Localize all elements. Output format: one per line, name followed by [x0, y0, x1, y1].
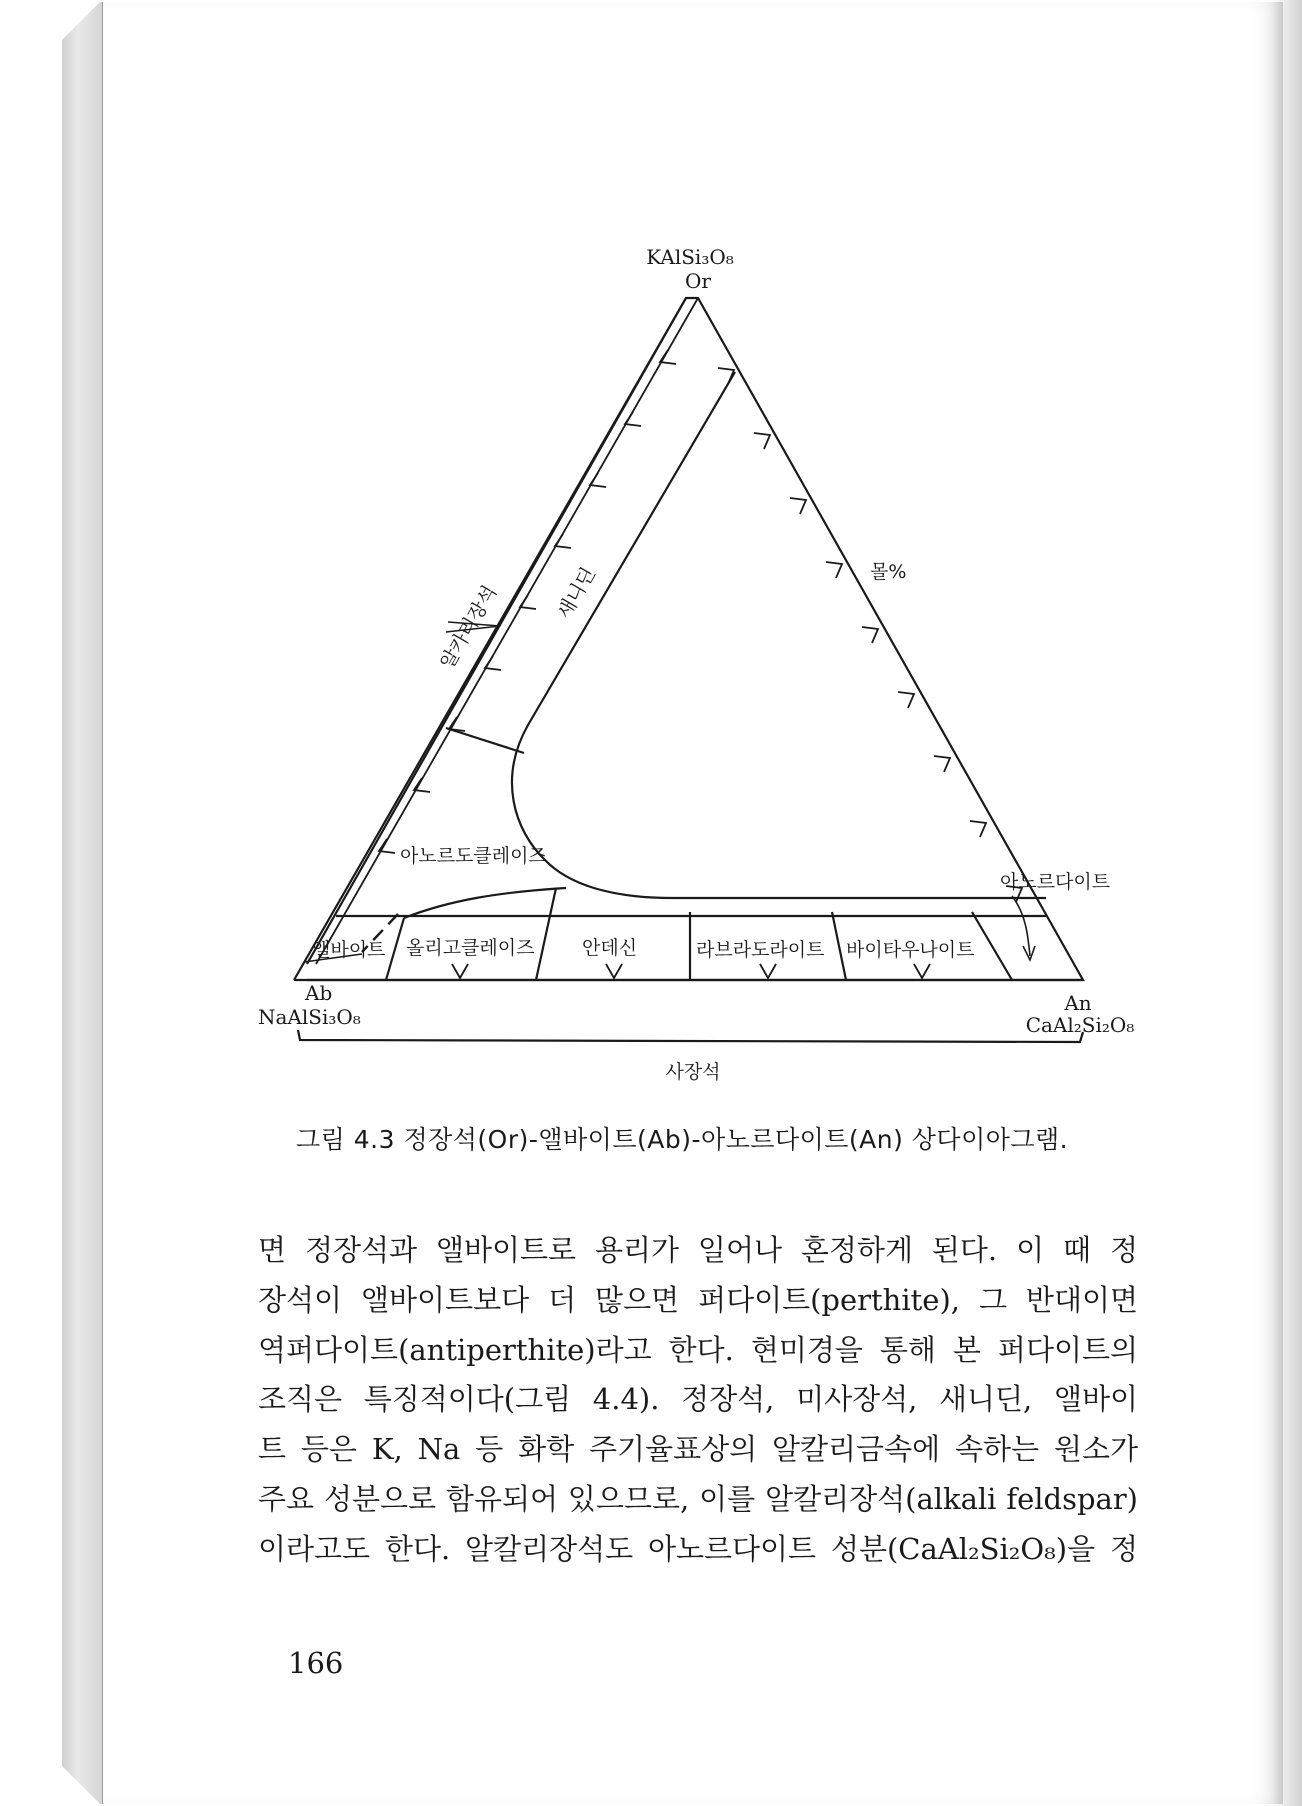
- triangle-outline: [307, 298, 1083, 980]
- label-andesine: 안데신: [582, 937, 638, 959]
- divider-albite: [386, 918, 404, 980]
- anorthoclase-boundary: [446, 728, 524, 753]
- label-labradorite: 라브라도라이트: [696, 939, 825, 961]
- right-arrows: [718, 368, 1022, 902]
- body-line: 주요 성분으로 함유되어 있으므로, 이를 알칼리장석(alkali feldspar): [258, 1481, 1138, 1516]
- label-alkali-feldspar: 알카리장석: [436, 582, 502, 673]
- label-sanidine: 새니딘: [553, 563, 600, 623]
- divider-oligoclase: [536, 888, 556, 980]
- body-text: [258, 1226, 1138, 1575]
- label-plagioclase: 사장석: [665, 1061, 721, 1083]
- vertex-top-formula: KAlSi₃O₈: [646, 245, 734, 269]
- triangle-left-edge: [294, 298, 686, 980]
- body-line: 트 등은 K, Na 등 화학 주기율표상의 알칼리금속에 속하는 원소가: [258, 1432, 1138, 1467]
- figure-caption: 그림 4.3 정장석(Or)-앨바이트(Ab)-아노르다이트(An) 상다이아그램.: [296, 1125, 1069, 1154]
- body-line: 장석이 앨바이트보다 더 많으면 퍼다이트(perthite), 그 반대이면: [258, 1282, 1138, 1317]
- page-number: 166: [288, 1646, 344, 1680]
- oligoclase-boundary: [404, 888, 566, 918]
- anorthite-pointer: [1012, 896, 1030, 956]
- label-anorthite: 아노르다이트: [1000, 871, 1111, 893]
- vertex-right-formula: CaAl₂Si₂O₈: [1025, 1013, 1135, 1037]
- label-mol-percent: 몰%: [870, 561, 907, 583]
- label-oligoclase: 올리고클레이즈: [406, 937, 535, 959]
- vertex-left-abbr: Ab: [305, 981, 333, 1005]
- label-bytownite: 바이타우나이트: [846, 939, 975, 961]
- body-line: 이라고도 한다. 알칼리장석도 아노르다이트 성분(CaAl₂Si₂O₈)을 정: [258, 1531, 1138, 1566]
- divider-bytownite: [972, 912, 1012, 980]
- body-line: 역퍼다이트(antiperthite)라고 한다. 현미경을 통해 본 퍼다이트의: [258, 1332, 1138, 1367]
- label-albite: 앨바이트: [312, 939, 386, 961]
- vertex-top-abbr: Or: [685, 269, 711, 293]
- vertex-left-formula: NaAlSi₃O₈: [258, 1005, 361, 1029]
- vertex-right-abbr: An: [1064, 991, 1092, 1015]
- sanidine-boundary: [512, 372, 1046, 898]
- body-line: 면 정장석과 앨바이트로 용리가 일어나 혼정하게 된다. 이 때 정: [258, 1233, 1138, 1267]
- plagioclase-bracket: [298, 1030, 1083, 1042]
- label-anorthoclase: 아노르도클레이즈: [400, 845, 547, 867]
- divider-labradorite: [832, 912, 846, 980]
- body-line: 조직은 특징적이다(그림 4.4). 정장석, 미사장석, 새니딘, 앨바이: [258, 1382, 1138, 1417]
